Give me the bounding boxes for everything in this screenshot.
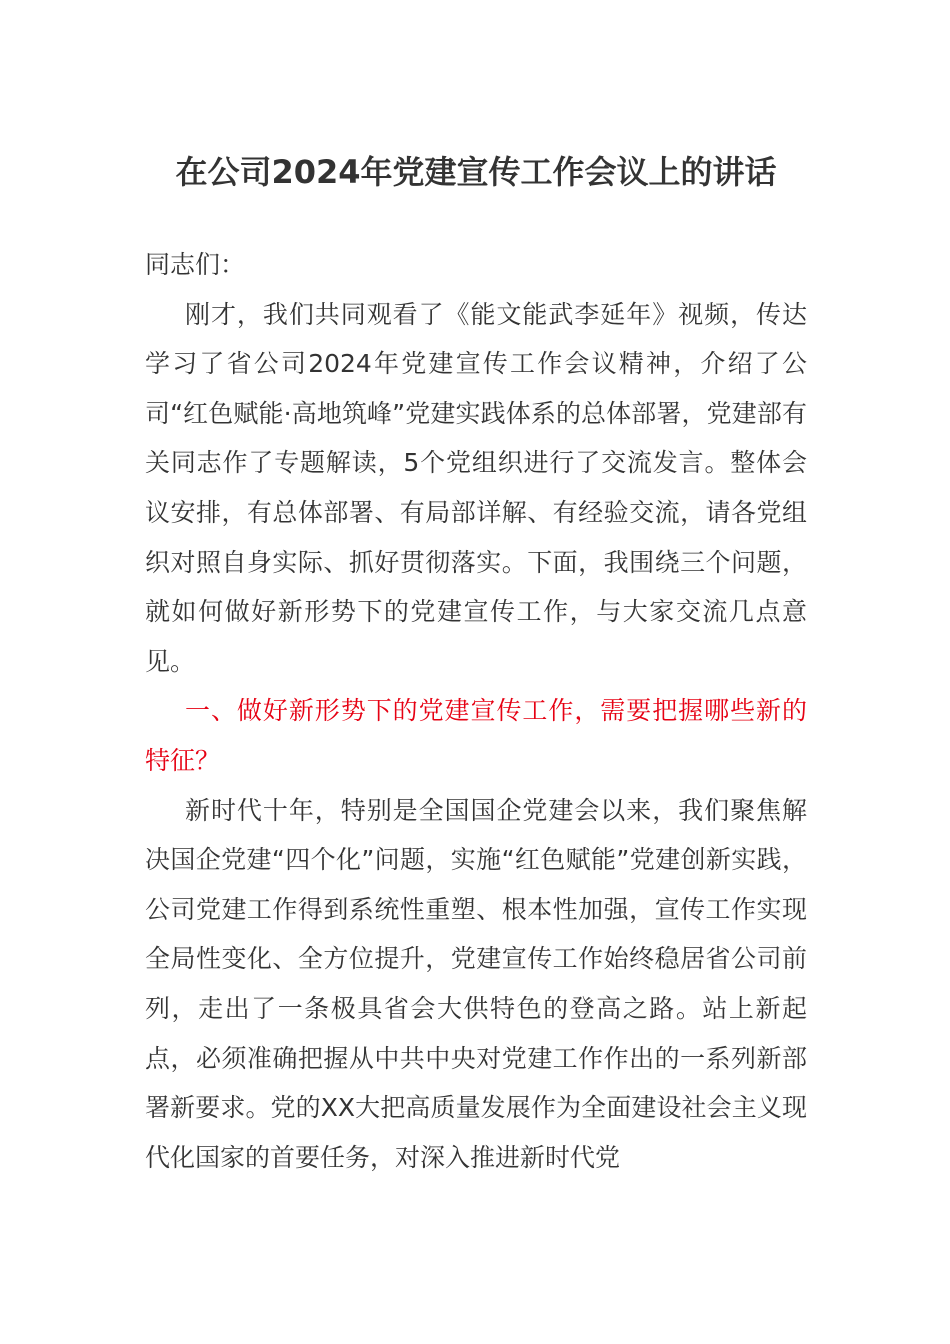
section-heading: 一、做好新形势下的党建宣传工作，需要把握哪些新的特征？ bbox=[145, 696, 807, 775]
intro-paragraph: 刚才，我们共同观看了《能文能武李延年》视频，传达学习了省公司2024年党建宣传工作会议精神，介绍了公司“红色赋能·高地筑峰”党建实践体系的总体部署，党建部有关同志作了专题解读，5个党组织进行了交流发言。整体会议安排，有总体部署、有局部详解、有经验交流，请各党组织对照自身实际、抓好贯彻落实。下面，我围绕三个问题，就如何做好新形势下的党建宣传工作，与大家交流几点意见。 bbox=[145, 299, 807, 676]
section-paragraph: 新时代十年，特别是全国国企党建会以来，我们聚焦解决国企党建“四个化”问题，实施“红色赋能”党建创新实践，公司党建工作得到系统性重塑、根本性加强，宣传工作实现全局性变化、全方位提升，党建宣传工作始终稳居省公司前列，走出了一条极具省会大供特色的登高之路。站上新起点，必须准确把握从中共中央对党建工作作出的一系列新部署新要求。党的XX大把高质量发展作为全面建设社会主义现代化国家的首要任务，对深入推进新时代党 bbox=[145, 795, 807, 1172]
salutation: 同志们： bbox=[145, 250, 246, 279]
document-title: 在公司2024年党建宣传工作会议上的讲话 bbox=[175, 153, 777, 191]
document-body bbox=[145, 240, 807, 1182]
